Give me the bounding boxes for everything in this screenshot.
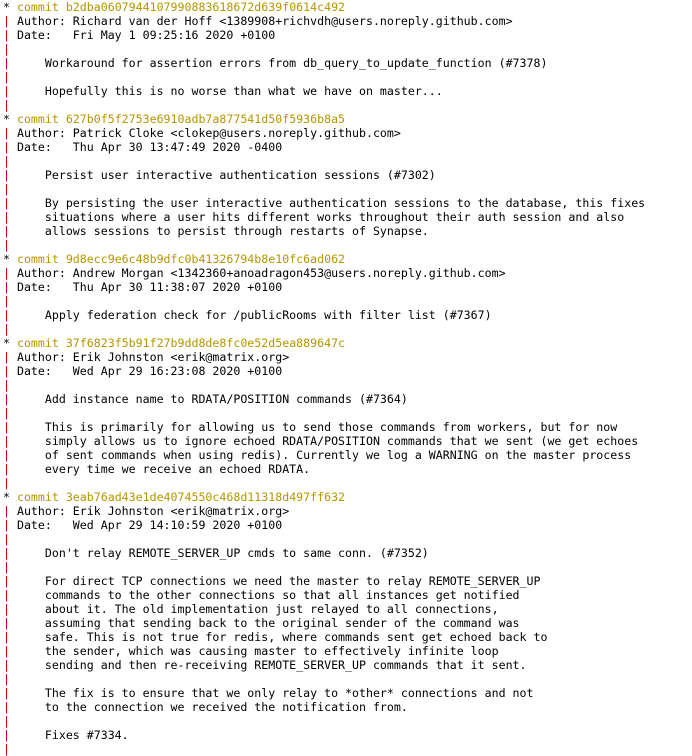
author-line — [3, 14, 692, 28]
commit-line — [3, 336, 692, 350]
message-text: Workaround for assertion errors from db_query_to_update_function (#7378) — [9, 56, 548, 70]
graph-node-icon: * — [3, 336, 17, 350]
graph-pipe-icon: | — [3, 56, 10, 70]
graph-pipe-icon: | — [3, 434, 10, 448]
date-line — [3, 280, 692, 294]
message-line — [3, 168, 692, 182]
date-text: Date: Thu Apr 30 13:47:49 2020 -0400 — [9, 140, 283, 154]
message-line — [3, 658, 692, 672]
graph-pipe-icon: | — [3, 28, 10, 42]
message-line — [3, 616, 692, 630]
message-line — [3, 602, 692, 616]
graph-pipe-icon: | — [3, 378, 10, 392]
message-line — [3, 728, 692, 742]
date-text: Date: Wed Apr 29 14:10:59 2020 +0100 — [9, 518, 283, 532]
author-line — [3, 350, 692, 364]
graph-pipe-icon: | — [3, 560, 10, 574]
graph-blank-line — [3, 378, 692, 392]
message-line — [3, 686, 692, 700]
graph-pipe-icon: | — [3, 126, 10, 140]
graph-blank-line — [3, 476, 692, 490]
message-line — [3, 196, 692, 210]
graph-pipe-icon: | — [3, 574, 10, 588]
graph-pipe-icon: | — [3, 224, 10, 238]
graph-pipe-icon: | — [3, 84, 10, 98]
graph-pipe-icon: | — [3, 686, 10, 700]
graph-pipe-icon: | — [3, 266, 10, 280]
graph-blank-line — [3, 238, 692, 252]
author-line — [3, 126, 692, 140]
date-line — [3, 28, 692, 42]
graph-pipe-icon: | — [3, 588, 10, 602]
graph-blank-line — [3, 714, 692, 728]
graph-blank-line — [3, 322, 692, 336]
graph-node-icon: * — [3, 490, 17, 504]
graph-pipe-icon: | — [3, 518, 10, 532]
graph-blank-line — [3, 42, 692, 56]
graph-pipe-icon: | — [3, 308, 10, 322]
message-text: Add instance name to RDATA/POSITION commands (#7364) — [9, 392, 408, 406]
graph-node-icon: * — [3, 0, 17, 14]
message-text: allows sessions to persist through restarts of Synapse. — [9, 224, 429, 238]
graph-pipe-icon: | — [3, 210, 10, 224]
graph-blank-line — [3, 406, 692, 420]
commit-hash: commit b2dba0607944107990883618672d639f0614c492 — [16, 0, 346, 14]
graph-blank-line — [3, 672, 692, 686]
commit-hash: commit 9d8ecc9e6c48b9dfc0b41326794b8e10fc6ad062 — [16, 252, 346, 266]
author-text: Author: Erik Johnston <erik@matrix.org> — [9, 504, 290, 518]
graph-blank-line — [3, 70, 692, 84]
message-text: Hopefully this is no worse than what we have on master... — [9, 84, 443, 98]
message-line — [3, 224, 692, 238]
message-line — [3, 448, 692, 462]
graph-pipe-icon: | — [3, 182, 10, 196]
author-text: Author: Andrew Morgan <1342360+anoadragon453@users.noreply.github.com> — [9, 266, 506, 280]
message-line — [3, 630, 692, 644]
message-line — [3, 308, 692, 322]
graph-pipe-icon: | — [3, 238, 10, 252]
message-text: Persist user interactive authentication sessions (#7302) — [9, 168, 436, 182]
message-line — [3, 546, 692, 560]
message-text: situations where a user hits different works throughout their auth session and also — [9, 210, 625, 224]
graph-pipe-icon: | — [3, 140, 10, 154]
graph-pipe-icon: | — [3, 728, 10, 742]
message-text: By persisting the user interactive authentication sessions to the database, this fixes — [9, 196, 646, 210]
message-text: of sent commands when using redis). Currently we log a WARNING on the master process — [9, 448, 632, 462]
message-text: Don't relay REMOTE_SERVER_UP cmds to same conn. (#7352) — [9, 546, 429, 560]
graph-pipe-icon: | — [3, 742, 10, 756]
message-text: the sender, which was causing master to effectively infinite loop — [9, 644, 499, 658]
commit-hash: commit 627b0f5f2753e6910adb7a877541d50f5936b8a5 — [16, 112, 346, 126]
graph-pipe-icon: | — [3, 658, 10, 672]
author-line — [3, 266, 692, 280]
graph-pipe-icon: | — [3, 196, 10, 210]
message-line — [3, 56, 692, 70]
date-text: Date: Thu Apr 30 11:38:07 2020 +0100 — [9, 280, 283, 294]
date-line — [3, 364, 692, 378]
graph-blank-line — [3, 532, 692, 546]
message-text: For direct TCP connections we need the master to relay REMOTE_SERVER_UP — [9, 574, 541, 588]
graph-pipe-icon: | — [3, 98, 10, 112]
graph-pipe-icon: | — [3, 364, 10, 378]
graph-pipe-icon: | — [3, 532, 10, 546]
date-text: Date: Fri May 1 09:25:16 2020 +0100 — [9, 28, 276, 42]
author-line — [3, 504, 692, 518]
message-line — [3, 644, 692, 658]
message-text: The fix is to ensure that we only relay to *other* connections and not — [9, 686, 534, 700]
commit-line — [3, 490, 692, 504]
message-line — [3, 462, 692, 476]
graph-blank-line — [3, 742, 692, 756]
graph-blank-line — [3, 294, 692, 308]
graph-blank-line — [3, 560, 692, 574]
graph-pipe-icon: | — [3, 280, 10, 294]
graph-blank-line — [3, 98, 692, 112]
commit-hash: commit 37f6823f5b91f27b9dd8de8fc0e52d5ea889647c — [16, 336, 346, 350]
graph-pipe-icon: | — [3, 602, 10, 616]
graph-pipe-icon: | — [3, 406, 10, 420]
message-text: about it. The old implementation just relayed to all connections, — [9, 602, 499, 616]
message-text: This is primarily for allowing us to send those commands from workers, but for now — [9, 420, 618, 434]
message-text: Apply federation check for /publicRooms with filter list (#7367) — [9, 308, 492, 322]
graph-pipe-icon: | — [3, 630, 10, 644]
graph-node-icon: * — [3, 112, 17, 126]
commit-line — [3, 252, 692, 266]
graph-pipe-icon: | — [3, 294, 10, 308]
message-text: assuming that sending back to the original sender of the command was — [9, 616, 520, 630]
message-line — [3, 588, 692, 602]
message-text: safe. This is not true for redis, where commands sent get echoed back to — [9, 630, 548, 644]
graph-pipe-icon: | — [3, 70, 10, 84]
message-line — [3, 210, 692, 224]
date-text: Date: Wed Apr 29 16:23:08 2020 +0100 — [9, 364, 283, 378]
graph-pipe-icon: | — [3, 42, 10, 56]
graph-pipe-icon: | — [3, 700, 10, 714]
graph-blank-line — [3, 182, 692, 196]
message-line — [3, 434, 692, 448]
git-log-output — [3, 0, 692, 756]
graph-node-icon: * — [3, 252, 17, 266]
message-text: every time we receive an echoed RDATA. — [9, 462, 311, 476]
graph-pipe-icon: | — [3, 350, 10, 364]
message-line — [3, 392, 692, 406]
graph-pipe-icon: | — [3, 392, 10, 406]
message-line — [3, 84, 692, 98]
date-line — [3, 140, 692, 154]
graph-pipe-icon: | — [3, 672, 10, 686]
graph-pipe-icon: | — [3, 546, 10, 560]
message-text: Fixes #7334. — [9, 728, 129, 742]
message-text: commands to the other connections so that all instances get notified — [9, 588, 520, 602]
commit-line — [3, 0, 692, 14]
graph-pipe-icon: | — [3, 168, 10, 182]
message-text: simply allows us to ignore echoed RDATA/POSITION commands that we sent (we get echoes — [9, 434, 639, 448]
author-text: Author: Erik Johnston <erik@matrix.org> — [9, 350, 290, 364]
graph-pipe-icon: | — [3, 476, 10, 490]
date-line — [3, 518, 692, 532]
graph-pipe-icon: | — [3, 420, 10, 434]
graph-pipe-icon: | — [3, 504, 10, 518]
graph-pipe-icon: | — [3, 616, 10, 630]
message-text: to the connection we received the notification from. — [9, 700, 408, 714]
commit-hash: commit 3eab76ad43e1de4074550c468d11318d497ff632 — [16, 490, 346, 504]
author-text: Author: Patrick Cloke <clokep@users.noreply.github.com> — [9, 126, 401, 140]
author-text: Author: Richard van der Hoff <1389908+richvdh@users.noreply.github.com> — [9, 14, 513, 28]
graph-pipe-icon: | — [3, 462, 10, 476]
message-line — [3, 700, 692, 714]
graph-pipe-icon: | — [3, 448, 10, 462]
graph-blank-line — [3, 154, 692, 168]
commit-line — [3, 112, 692, 126]
graph-pipe-icon: | — [3, 14, 10, 28]
message-line — [3, 574, 692, 588]
graph-pipe-icon: | — [3, 154, 10, 168]
graph-pipe-icon: | — [3, 322, 10, 336]
message-line — [3, 420, 692, 434]
graph-pipe-icon: | — [3, 714, 10, 728]
message-text: sending and then re-receiving REMOTE_SERVER_UP commands that it sent. — [9, 658, 527, 672]
graph-pipe-icon: | — [3, 644, 10, 658]
